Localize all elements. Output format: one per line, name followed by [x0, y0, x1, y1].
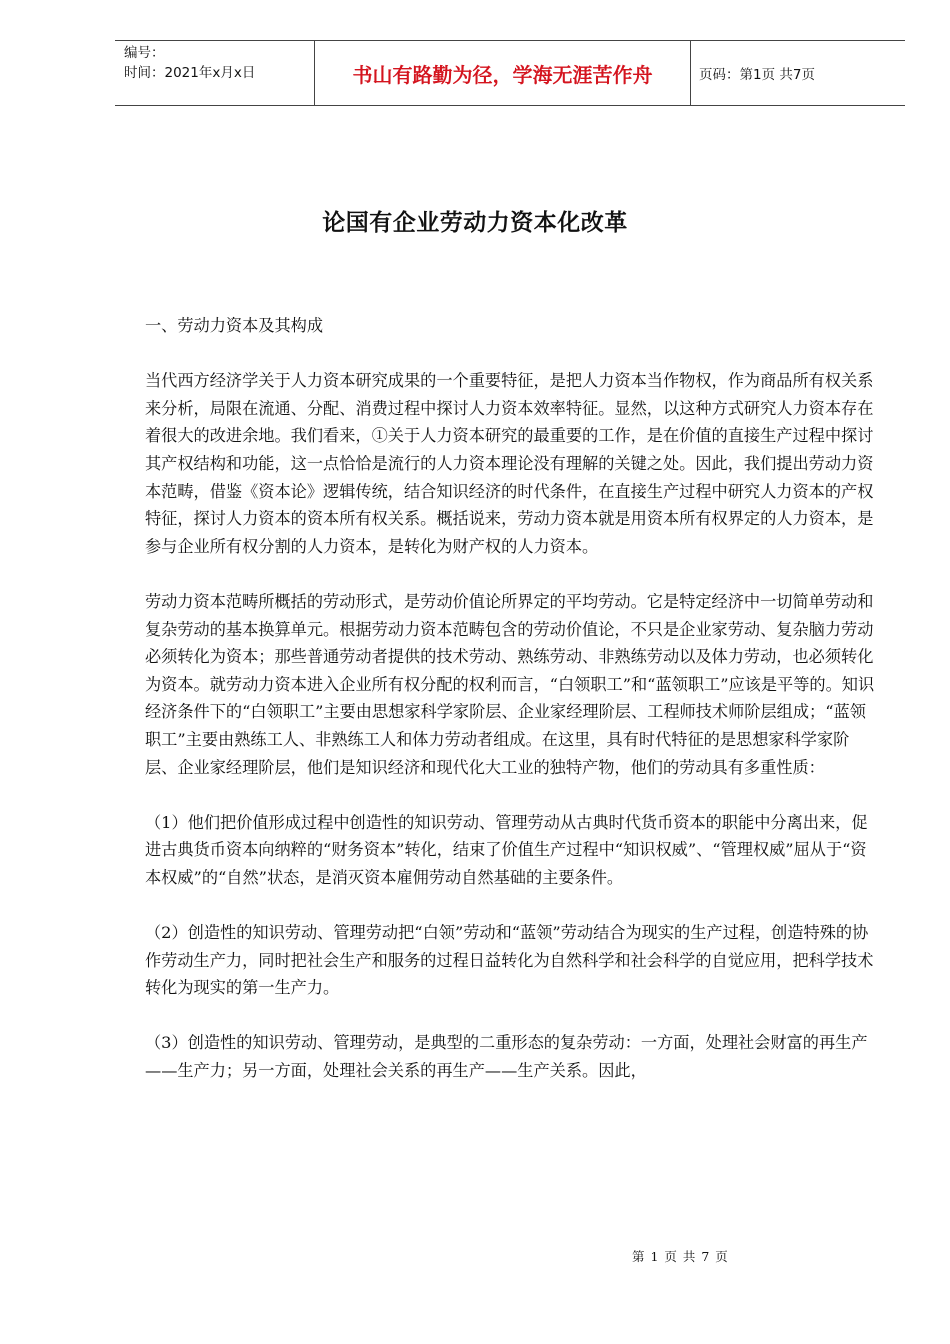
header-meta	[115, 41, 315, 105]
header-page-info: 页码：第1页 共7页	[699, 67, 815, 83]
header-table	[115, 40, 905, 106]
section-heading: 一、劳动力资本及其构成	[145, 316, 324, 335]
header-motto: 书山有路勤为径，学海无涯苦作舟	[315, 41, 691, 105]
paragraph: 当代西方经济学关于人力资本研究成果的一个重要特征，是把人力资本当作物权，作为商品所有权关系来分析，局限在流通、分配、消费过程中探讨人力资本效率特征。显然，以这种方式研究人力资本存在着很大的改进余地。我们看来，①关于人力资本研究的最重要的工作，是在价值的直接生产过程中探讨其产权结构和功能，这一点恰恰是流行的人力资本理论没有理解的关键之处。因此，我们提出劳动力资本范畴，借鉴《资本论》逻辑传统，结合知识经济的时代条件，在直接生产过程中研究人力资本的产权特征，探讨人力资本的资本所有权关系。概括说来，劳动力资本就是用资本所有权界定的人力资本，是参与企业所有权分割的人力资本，是转化为财产权的人力资本。	[145, 371, 874, 556]
document-body	[145, 312, 875, 1085]
page-footer: 第 1 页 共 7 页	[632, 1249, 729, 1264]
document-id-label: 编号：	[124, 45, 165, 61]
document-time: 时间：2021年x月x日	[124, 65, 256, 81]
paragraph: 劳动力资本范畴所概括的劳动形式，是劳动价值论所界定的平均劳动。它是特定经济中一切简单劳动和复杂劳动的基本换算单元。根据劳动力资本范畴包含的劳动价值论，不只是企业家劳动、复杂脑力劳动必须转化为资本；那些普通劳动者提供的技术劳动、熟练劳动、非熟练劳动以及体力劳动，也必须转化为资本。就劳动力资本进入企业所有权分配的权利而言，“白领职工”和“蓝领职工”应该是平等的。知识经济条件下的“白领职工”主要由思想家科学家阶层、企业家经理阶层、工程师技术师阶层组成；“蓝领职工”主要由熟练工人、非熟练工人和体力劳动者组成。在这里，具有时代特征的是思想家科学家阶层、企业家经理阶层，他们是知识经济和现代化大工业的独特产物，他们的劳动具有多重性质：	[145, 591, 875, 777]
paragraph: （3）创造性的知识劳动、管理劳动，是典型的二重形态的复杂劳动：一方面，处理社会财富的再生产——生产力；另一方面，处理社会关系的再生产——生产关系。因此，	[145, 1033, 868, 1081]
paragraph: （2）创造性的知识劳动、管理劳动把“白领”劳动和“蓝领”劳动结合为现实的生产过程，创造特殊的协作劳动生产力，同时把社会生产和服务的过程日益转化为自然科学和社会科学的自觉应用，把科学技术转化为现实的第一生产力。	[145, 923, 874, 998]
document-title: 论国有企业劳动力资本化改革	[322, 209, 628, 236]
paragraph: （1）他们把价值形成过程中创造性的知识劳动、管理劳动从古典时代货币资本的职能中分离出来，促进古典货币资本向纳粹的“财务资本”转化，结束了价值生产过程中“知识权威”、“管理权威”屈从于“资本权威”的“自然”状态，是消灭资本雇佣劳动自然基础的主要条件。	[145, 812, 868, 887]
